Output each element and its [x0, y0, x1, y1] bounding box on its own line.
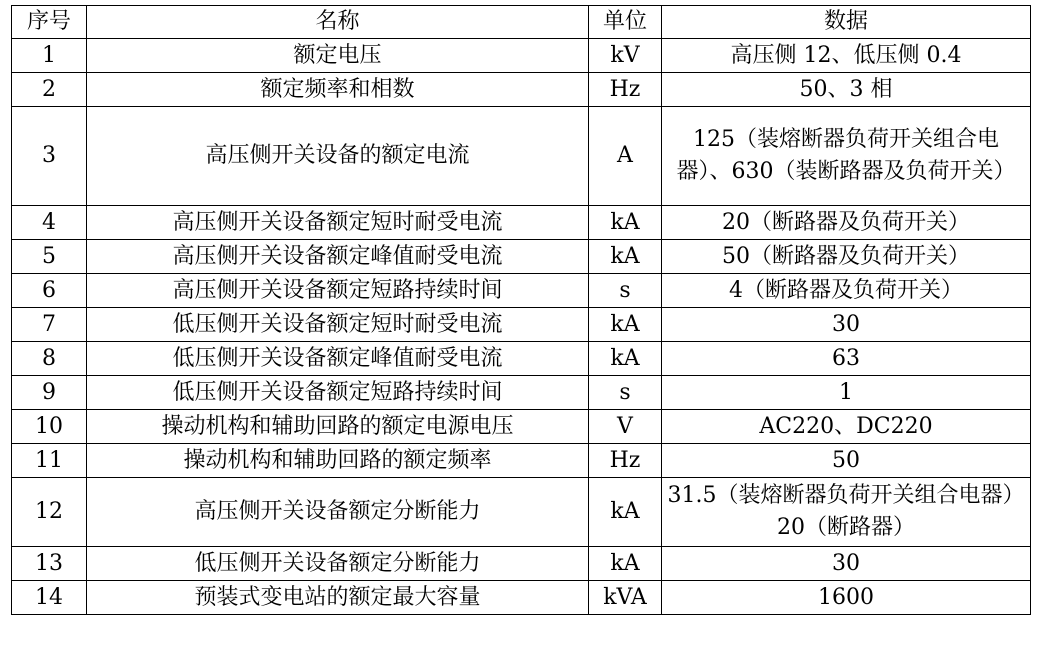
- cell-seq: 5: [12, 240, 87, 274]
- header-unit: 单位: [589, 6, 662, 39]
- cell-seq: 6: [12, 274, 87, 308]
- spec-table: [11, 5, 1031, 615]
- cell-unit: Hz: [589, 73, 662, 107]
- table-row: [12, 547, 1031, 581]
- cell-name: 额定电压: [87, 39, 589, 73]
- cell-seq: 1: [12, 39, 87, 73]
- table-row: [12, 308, 1031, 342]
- header-seq: 序号: [12, 6, 87, 39]
- table-body: [12, 39, 1031, 615]
- cell-seq: 9: [12, 376, 87, 410]
- cell-data: 1600: [662, 581, 1031, 615]
- cell-unit: s: [589, 274, 662, 308]
- cell-data: 50（断路器及负荷开关）: [662, 240, 1031, 274]
- cell-seq: 4: [12, 206, 87, 240]
- cell-data: 1: [662, 376, 1031, 410]
- cell-seq: 8: [12, 342, 87, 376]
- table-row: [12, 73, 1031, 107]
- header-name: 名称: [87, 6, 589, 39]
- table-header: [12, 6, 1031, 39]
- cell-unit: kA: [589, 240, 662, 274]
- cell-name: 高压侧开关设备的额定电流: [87, 107, 589, 206]
- cell-seq: 12: [12, 478, 87, 547]
- cell-unit: kA: [589, 478, 662, 547]
- cell-name: 高压侧开关设备额定短路持续时间: [87, 274, 589, 308]
- cell-name: 高压侧开关设备额定短时耐受电流: [87, 206, 589, 240]
- cell-seq: 2: [12, 73, 87, 107]
- cell-data: AC220、DC220: [662, 410, 1031, 444]
- table-row: [12, 206, 1031, 240]
- table-row: [12, 410, 1031, 444]
- table-row: [12, 478, 1031, 547]
- cell-unit: kA: [589, 206, 662, 240]
- table-row: [12, 39, 1031, 73]
- header-data: 数据: [662, 6, 1031, 39]
- cell-data: 125（装熔断器负荷开关组合电器）、630（装断路器及负荷开关）: [662, 107, 1031, 206]
- cell-name: 高压侧开关设备额定峰值耐受电流: [87, 240, 589, 274]
- cell-data: 20（断路器及负荷开关）: [662, 206, 1031, 240]
- cell-data: 30: [662, 547, 1031, 581]
- cell-seq: 11: [12, 444, 87, 478]
- cell-data: 4（断路器及负荷开关）: [662, 274, 1031, 308]
- cell-name: 额定频率和相数: [87, 73, 589, 107]
- cell-name: 低压侧开关设备额定分断能力: [87, 547, 589, 581]
- cell-seq: 3: [12, 107, 87, 206]
- cell-name: 操动机构和辅助回路的额定频率: [87, 444, 589, 478]
- table-row: [12, 444, 1031, 478]
- cell-unit: A: [589, 107, 662, 206]
- cell-data: 31.5（装熔断器负荷开关组合电器）20（断路器）: [662, 478, 1031, 547]
- cell-data: 高压侧 12、低压侧 0.4: [662, 39, 1031, 73]
- cell-seq: 10: [12, 410, 87, 444]
- cell-data: 50: [662, 444, 1031, 478]
- cell-unit: kA: [589, 547, 662, 581]
- cell-unit: kA: [589, 308, 662, 342]
- table-row: [12, 581, 1031, 615]
- cell-name: 低压侧开关设备额定短路持续时间: [87, 376, 589, 410]
- cell-unit: s: [589, 376, 662, 410]
- cell-name: 预装式变电站的额定最大容量: [87, 581, 589, 615]
- cell-seq: 13: [12, 547, 87, 581]
- cell-unit: kVA: [589, 581, 662, 615]
- table-row: [12, 342, 1031, 376]
- cell-name: 低压侧开关设备额定峰值耐受电流: [87, 342, 589, 376]
- cell-data: 30: [662, 308, 1031, 342]
- header-row: [12, 6, 1031, 39]
- cell-name: 高压侧开关设备额定分断能力: [87, 478, 589, 547]
- table-row: [12, 107, 1031, 206]
- cell-unit: kV: [589, 39, 662, 73]
- cell-name: 低压侧开关设备额定短时耐受电流: [87, 308, 589, 342]
- cell-name: 操动机构和辅助回路的额定电源电压: [87, 410, 589, 444]
- cell-data: 50、3 相: [662, 73, 1031, 107]
- cell-unit: V: [589, 410, 662, 444]
- cell-unit: kA: [589, 342, 662, 376]
- cell-data: 63: [662, 342, 1031, 376]
- table-row: [12, 240, 1031, 274]
- table-row: [12, 376, 1031, 410]
- cell-seq: 7: [12, 308, 87, 342]
- table-row: [12, 274, 1031, 308]
- cell-unit: Hz: [589, 444, 662, 478]
- cell-seq: 14: [12, 581, 87, 615]
